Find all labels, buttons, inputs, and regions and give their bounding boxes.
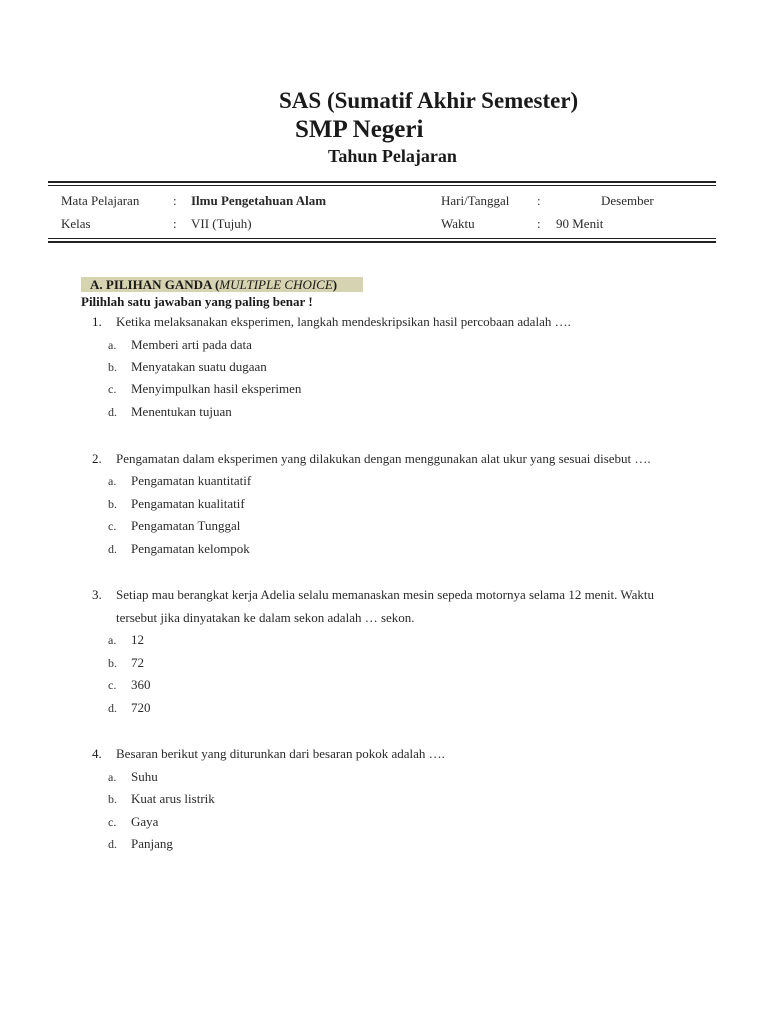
option-letter: d. <box>108 701 117 715</box>
option-text: Menentukan tujuan <box>131 404 232 419</box>
option-text: Pengamatan kualitatif <box>131 496 245 511</box>
option-letter: d. <box>108 405 117 419</box>
class-separator: : <box>173 216 177 231</box>
time-label: Waktu <box>441 216 475 231</box>
option-letter: c. <box>108 815 117 829</box>
class-label: Kelas <box>61 216 91 231</box>
option-letter: b. <box>108 656 117 670</box>
class-value: VII (Tujuh) <box>191 216 252 231</box>
section-label-close: ) <box>332 277 338 292</box>
divider-top-thin <box>48 185 716 186</box>
question-text-continued: tersebut jika dinyatakan ke dalam sekon adalah … sekon. <box>116 610 415 625</box>
option-text: Pengamatan kelompok <box>131 541 250 556</box>
question-number: 3. <box>92 587 102 602</box>
option-letter: d. <box>108 542 117 556</box>
option-letter: c. <box>108 678 117 692</box>
option-letter: c. <box>108 519 117 533</box>
option-text: Menyatakan suatu dugaan <box>131 359 267 374</box>
section-label: A. PILIHAN GANDA ( <box>90 277 220 292</box>
option-letter: a. <box>108 633 117 647</box>
option-text: 360 <box>131 677 151 692</box>
option-letter: a. <box>108 474 117 488</box>
section-heading <box>81 277 363 292</box>
option-text: Kuat arus listrik <box>131 791 215 806</box>
option-text: Pengamatan Tunggal <box>131 518 241 533</box>
divider-bottom <box>48 241 716 243</box>
question-text: Pengamatan dalam eksperimen yang dilakukan dengan menggunakan alat ukur yang sesuai disebut …. <box>116 451 651 466</box>
option-text: 72 <box>131 655 144 670</box>
option-letter: a. <box>108 770 117 784</box>
option-letter: c. <box>108 382 117 396</box>
date-label: Hari/Tanggal <box>441 193 510 208</box>
divider-top <box>48 181 716 183</box>
date-separator: : <box>537 193 541 208</box>
option-text: 720 <box>131 700 151 715</box>
question-text: Besaran berikut yang diturunkan dari besaran pokok adalah …. <box>116 746 445 761</box>
question-text: Ketika melaksanakan eksperimen, langkah mendeskripsikan hasil percobaan adalah …. <box>116 314 571 329</box>
option-letter: b. <box>108 360 117 374</box>
option-letter: d. <box>108 837 117 851</box>
option-text: Pengamatan kuantitatif <box>131 473 252 488</box>
option-letter: a. <box>108 338 117 352</box>
section-instruction: Pilihlah satu jawaban yang paling benar ! <box>81 294 313 309</box>
time-separator: : <box>537 216 541 231</box>
divider-bottom-thin <box>48 238 716 239</box>
school-name: SMP Negeri <box>295 116 424 143</box>
subject-value: Ilmu Pengetahuan Alam <box>191 193 327 208</box>
exam-title: SAS (Sumatif Akhir Semester) <box>279 88 579 113</box>
subject-label: Mata Pelajaran <box>61 193 140 208</box>
section-label-italic: MULTIPLE CHOICE <box>219 277 333 292</box>
option-text: Memberi arti pada data <box>131 337 252 352</box>
option-text: 12 <box>131 632 144 647</box>
option-text: Panjang <box>131 836 173 851</box>
question-number: 1. <box>92 314 102 329</box>
option-letter: b. <box>108 792 117 806</box>
subject-separator: : <box>173 193 177 208</box>
option-text: Menyimpulkan hasil eksperimen <box>131 381 302 396</box>
academic-year: Tahun Pelajaran <box>328 146 457 166</box>
date-value: Desember <box>601 193 654 208</box>
question-text: Setiap mau berangkat kerja Adelia selalu memanaskan mesin sepeda motornya selama 12 menit. Waktu <box>116 587 655 602</box>
time-value: 90 Menit <box>556 216 604 231</box>
option-text: Gaya <box>131 814 159 829</box>
option-text: Suhu <box>131 769 158 784</box>
option-letter: b. <box>108 497 117 511</box>
question-number: 2. <box>92 451 102 466</box>
question-number: 4. <box>92 746 102 761</box>
